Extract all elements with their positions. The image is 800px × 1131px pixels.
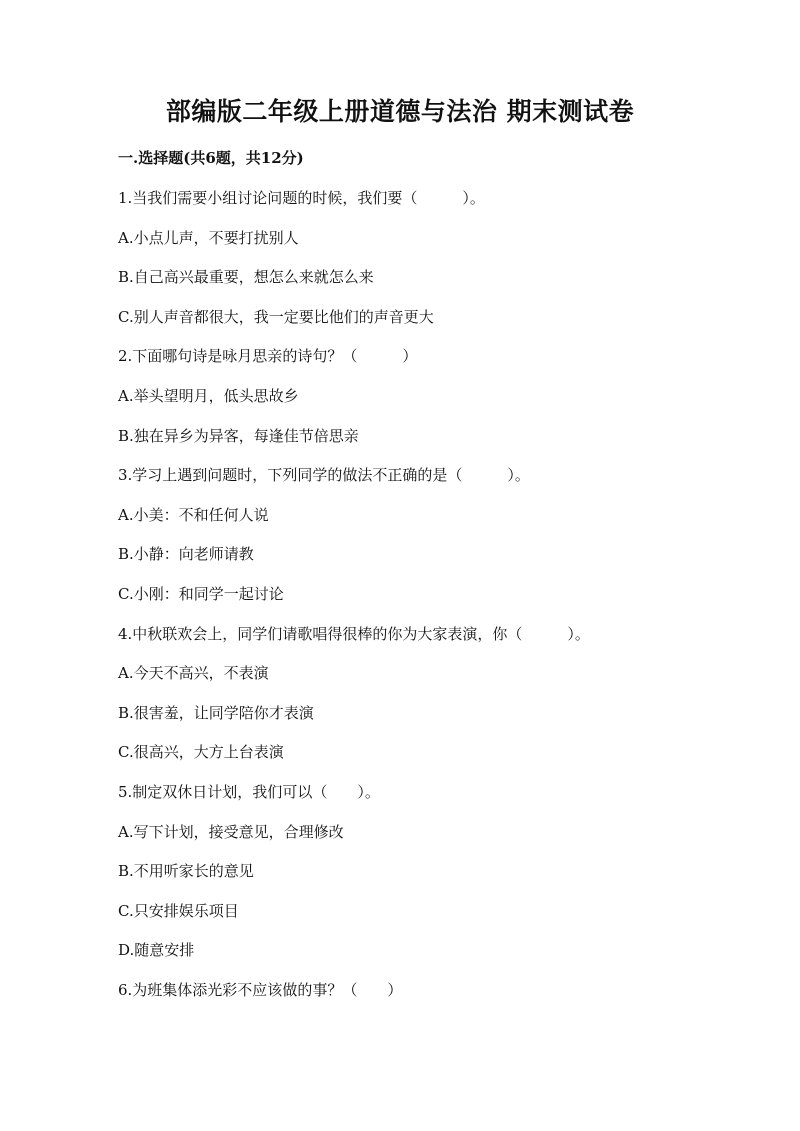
question-4-option-c: C.很高兴，大方上台表演: [118, 743, 284, 761]
question-3-stem: 3.学习上遇到问题时，下列同学的做法不正确的是（ ）。: [118, 466, 530, 484]
question-1-option-c: C.别人声音都很大，我一定要比他们的声音更大: [118, 308, 434, 326]
question-4-option-b: B.很害羞，让同学陪你才表演: [118, 704, 314, 722]
question-5-option-a: A.写下计划，接受意见，合理修改: [118, 823, 344, 841]
page-title: 部编版二年级上册道德与法治 期末测试卷: [165, 97, 635, 126]
section-heading: 一.选择题(共6题，共12分): [118, 149, 304, 167]
question-4-stem: 4.中秋联欢会上，同学们请歌唱得很棒的你为大家表演，你（ ）。: [118, 625, 590, 643]
question-1-option-b: B.自己高兴最重要，想怎么来就怎么来: [118, 268, 374, 286]
question-1-option-a: A.小点儿声，不要打扰别人: [118, 229, 299, 247]
question-2-option-a: A.举头望明月，低头思故乡: [118, 387, 299, 405]
question-3-option-a: A.小美：不和任何人说: [118, 506, 269, 524]
question-2-stem: 2.下面哪句诗是咏月思亲的诗句？（ ）: [118, 347, 418, 365]
question-2-option-b: B.独在异乡为异客，每逢佳节倍思亲: [118, 427, 359, 445]
question-5-option-b: B.不用听家长的意见: [118, 862, 254, 880]
question-1-stem: 1.当我们需要小组讨论问题的时候，我们要（ ）。: [118, 189, 485, 207]
question-5-option-d: D.随意安排: [118, 941, 195, 959]
question-5-option-c: C.只安排娱乐项目: [118, 902, 239, 920]
question-6-stem: 6.为班集体添光彩不应该做的事？（ ）: [118, 981, 403, 999]
question-3-option-c: C.小刚：和同学一起讨论: [118, 585, 284, 603]
question-5-stem: 5.制定双休日计划，我们可以（ ）。: [118, 783, 380, 801]
question-4-option-a: A.今天不高兴，不表演: [118, 664, 269, 682]
question-3-option-b: B.小静：向老师请教: [118, 545, 254, 563]
